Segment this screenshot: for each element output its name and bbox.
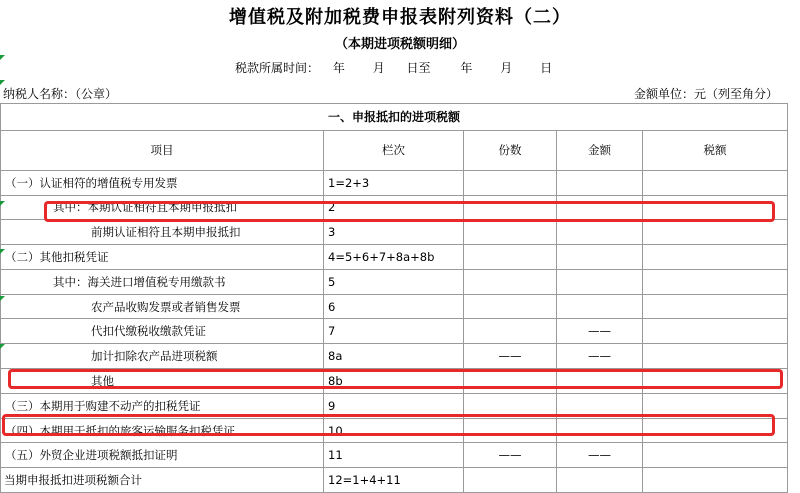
row-count: —— [464, 443, 557, 468]
table-row [1, 344, 788, 369]
row-amount[interactable] [557, 294, 643, 319]
row-item: （五）外贸企业进项税额抵扣证明 [1, 443, 324, 468]
table-row [1, 170, 788, 195]
col-header-count: 份数 [464, 130, 557, 170]
row-amount[interactable] [557, 468, 643, 493]
row-line: 11 [324, 443, 464, 468]
row-tax[interactable] [643, 468, 788, 493]
col-header-amount: 金额 [557, 130, 643, 170]
row-line: 5 [324, 269, 464, 294]
highlight-box-line-8b [8, 369, 783, 389]
row-item: 当期申报抵扣进项税额合计 [1, 468, 324, 493]
table-row [1, 269, 788, 294]
cell-marker [0, 201, 5, 206]
row-item: 其中：海关进口增值税专用缴款书 [1, 269, 324, 294]
row-line: 2 [324, 195, 464, 220]
form-subtitle: （本期进项税额明细） [334, 37, 465, 52]
row-count[interactable] [464, 245, 557, 270]
row-count[interactable] [464, 294, 557, 319]
row-item: （一）认证相符的增值税专用发票 [1, 170, 324, 195]
col-header-item: 项目 [1, 130, 324, 170]
period-day-start: 日至 [406, 61, 431, 75]
period-year-start: 年 [332, 61, 345, 75]
row-item: 前期认证相符且本期申报抵扣 [1, 220, 324, 245]
row-count[interactable] [464, 468, 557, 493]
cell-marker [0, 80, 5, 85]
row-item: 其中：本期认证相符且本期申报抵扣 [1, 195, 324, 220]
taxpayer-name-label: 纳税人名称：（公章） [3, 87, 118, 101]
table-row [1, 294, 788, 319]
row-amount[interactable] [557, 269, 643, 294]
cell-marker [0, 55, 5, 60]
tax-period [235, 59, 552, 76]
row-item: 加计扣除农产品进项税额 [1, 344, 324, 369]
row-item: （四）本期用于抵扣的旅客运输服务扣税凭证 [1, 418, 324, 443]
row-tax[interactable] [643, 269, 788, 294]
row-amount: —— [557, 344, 643, 369]
row-line: 3 [324, 220, 464, 245]
cell-marker [0, 249, 5, 254]
row-amount[interactable] [557, 170, 643, 195]
row-line: 12=1+4+11 [324, 468, 464, 493]
row-tax[interactable] [643, 443, 788, 468]
table-row [1, 245, 788, 270]
row-count[interactable] [464, 170, 557, 195]
col-header-line: 栏次 [324, 130, 464, 170]
row-count: —— [464, 344, 557, 369]
table-row [1, 443, 788, 468]
col-header-tax: 税额 [643, 130, 788, 170]
row-amount[interactable] [557, 220, 643, 245]
row-amount: —— [557, 319, 643, 344]
row-item: 农产品收购发票或者销售发票 [1, 294, 324, 319]
row-item: 其他 [1, 369, 324, 394]
row-item: 代扣代缴税收缴款凭证 [1, 319, 324, 344]
row-line: 6 [324, 294, 464, 319]
row-item: （二）其他扣税凭证 [1, 245, 324, 270]
highlight-box-line-2 [44, 201, 775, 222]
table-row [1, 220, 788, 245]
row-line: 7 [324, 319, 464, 344]
row-count[interactable] [464, 269, 557, 294]
row-line: 10 [324, 418, 464, 443]
row-tax[interactable] [643, 245, 788, 270]
row-amount: —— [557, 443, 643, 468]
row-tax[interactable] [643, 344, 788, 369]
row-tax[interactable] [643, 170, 788, 195]
cell-marker [0, 296, 5, 301]
period-month-start: 月 [372, 61, 385, 75]
row-amount[interactable] [557, 245, 643, 270]
row-item: （三）本期用于购建不动产的扣税凭证 [1, 393, 324, 418]
table-row [1, 468, 788, 493]
table-row [1, 319, 788, 344]
highlight-box-line-10 [2, 414, 775, 436]
form-title: 增值税及附加税费申报表附列资料（二） [229, 7, 571, 28]
period-label: 税款所属时间： [235, 61, 320, 75]
row-line: 8a [324, 344, 464, 369]
period-month-end: 月 [500, 61, 513, 75]
period-year-end: 年 [460, 61, 473, 75]
cell-marker [0, 344, 5, 349]
row-count[interactable] [464, 319, 557, 344]
row-line: 8b [324, 369, 464, 394]
row-line: 1=2+3 [324, 170, 464, 195]
row-line: 9 [324, 393, 464, 418]
row-tax[interactable] [643, 220, 788, 245]
amount-unit-label: 金额单位：元（列至角分） [633, 87, 778, 101]
row-tax[interactable] [643, 294, 788, 319]
row-line: 4=5+6+7+8a+8b [324, 245, 464, 270]
period-day-end: 日 [540, 61, 553, 75]
section-title: 一、申报抵扣的进项税额 [1, 104, 788, 131]
row-tax[interactable] [643, 319, 788, 344]
row-count[interactable] [464, 220, 557, 245]
